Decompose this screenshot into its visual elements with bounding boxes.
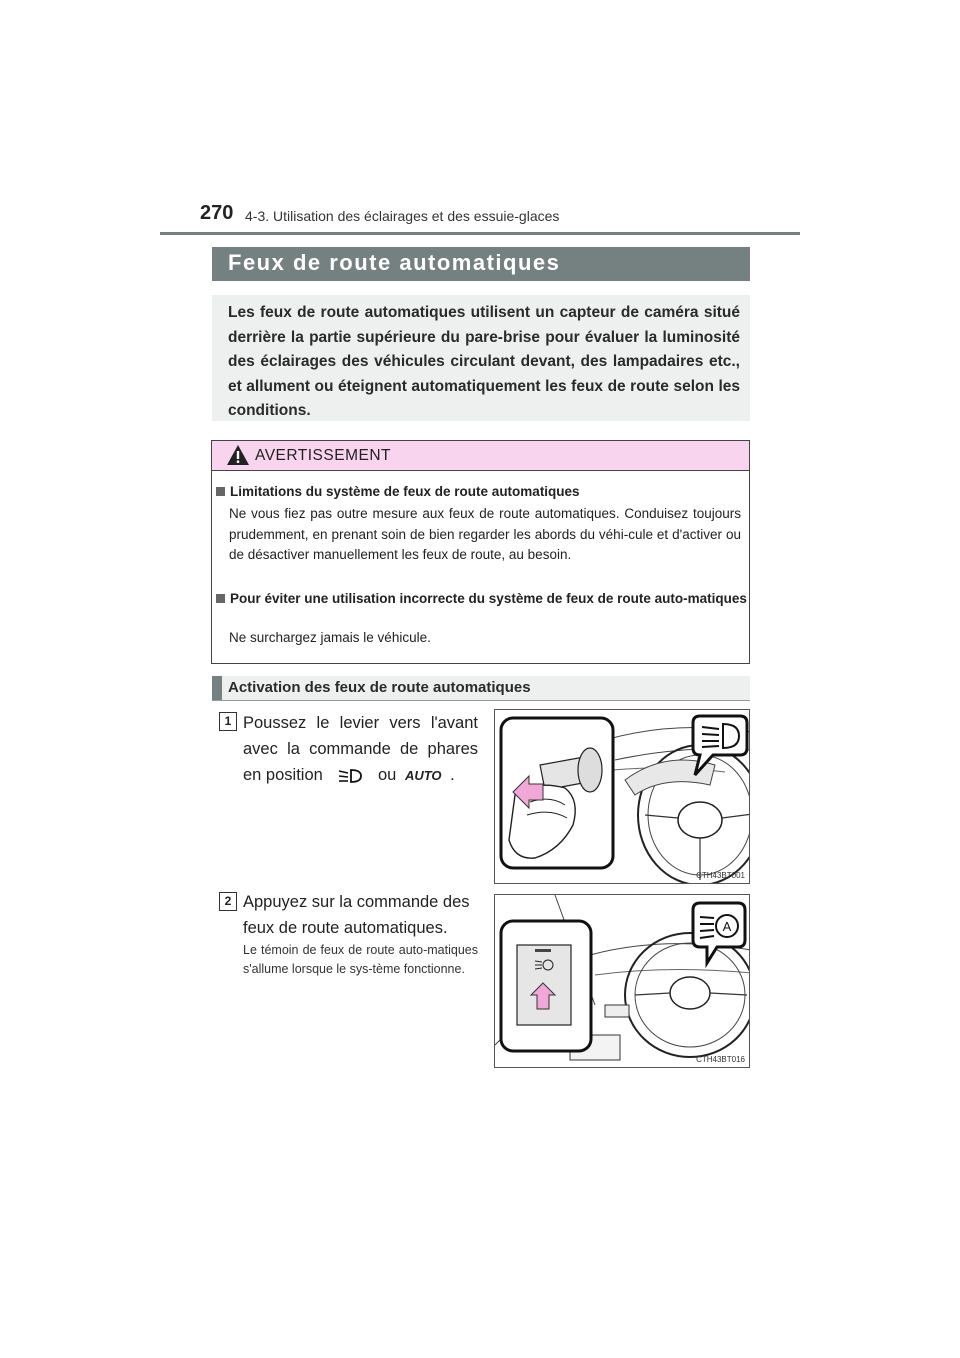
step-2-text: Appuyez sur la commande des feux de route automatiques. <box>243 893 470 937</box>
auto-badge-letter: A <box>722 919 732 934</box>
figure-1 <box>494 709 750 884</box>
step-2-note: Le témoin de feux de route auto-matiques s'allume lorsque le sys-tème fonctionne. <box>243 943 478 976</box>
step-1-text-a: Poussez le levier vers l'avant avec la commande de phares en position <box>243 714 478 784</box>
warning-triangle-icon <box>226 444 250 466</box>
figure-1-illustration <box>495 710 750 884</box>
warning-item-1-text: Ne vous fiez pas outre mesure aux feux de route automatiques. Conduisez toujours prudemment, en prenant soin de bien regarder les abords du véhi-cule et d'activer ou de désactiver manuellement les feux de route, au besoin. <box>229 506 741 562</box>
step-1-or: ou <box>378 766 397 784</box>
step-number-1: 1 <box>219 712 237 731</box>
section-title: Feux de route automatiques <box>228 250 561 275</box>
header-rule <box>160 232 800 235</box>
figure-2 <box>494 894 750 1068</box>
step-number-2: 2 <box>219 892 237 911</box>
chapter-title: 4-3. Utilisation des éclairages et des essuie-glaces <box>245 208 560 224</box>
subsection-title: Activation des feux de route automatiques <box>228 679 531 696</box>
warning-item-2-heading <box>216 589 758 609</box>
headlight-icon <box>335 767 365 785</box>
step-1-end: . <box>450 766 455 784</box>
bullet-square-icon <box>216 487 225 496</box>
figure-1-code: CTH43BT001 <box>696 871 745 880</box>
subsection-marker <box>212 676 222 700</box>
warning-item-2-heading-text: Pour éviter une utilisation incorrecte du système de feux de route auto-matiques <box>230 591 747 606</box>
warning-item-2-text: Ne surchargez jamais le véhicule. <box>229 630 431 645</box>
page-number: 270 <box>200 202 234 224</box>
warning-item-1-heading-text: Limitations du système de feux de route automatiques <box>230 484 580 499</box>
warning-title: AVERTISSEMENT <box>255 447 391 464</box>
intro-text: Les feux de route automatiques utilisent un capteur de caméra situé derrière la partie supérieure du pare-brise pour évaluer la luminosité des éclairages des véhicules circulant devant, des lampadaires etc., et allument ou éteignent automatiquement les feux de route selon les conditions. <box>228 304 740 419</box>
figure-2-code: CTH43BT016 <box>696 1055 745 1064</box>
figure-2-illustration <box>495 895 750 1068</box>
bullet-square-icon <box>216 594 225 603</box>
step-1-text <box>243 710 478 789</box>
warning-item-1-heading <box>216 484 580 499</box>
auto-icon: AUTO <box>404 767 442 783</box>
